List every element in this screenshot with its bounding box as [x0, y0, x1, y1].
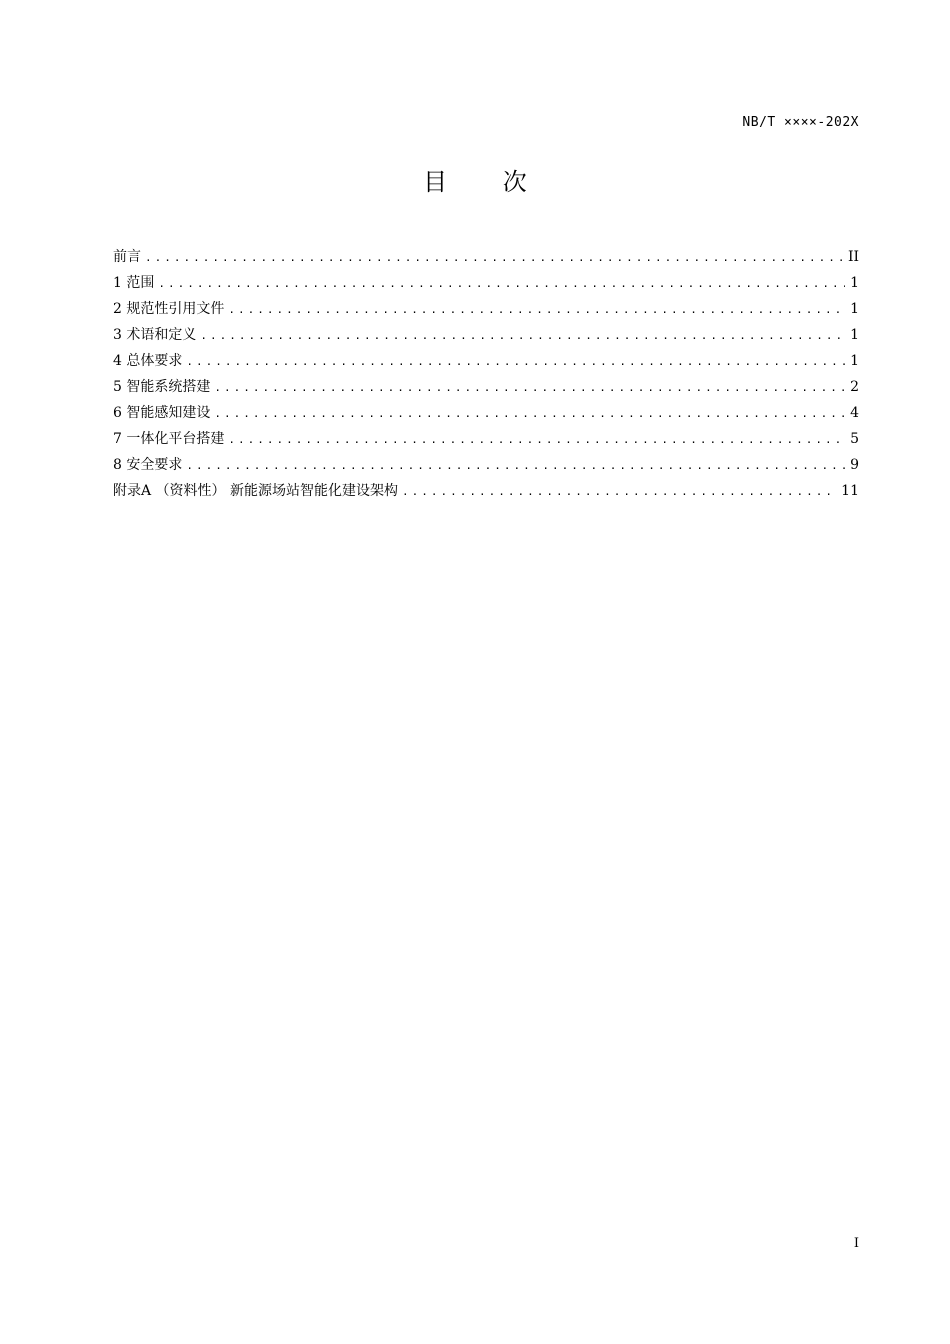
- page-number: I: [853, 1236, 859, 1251]
- dot-leader: [228, 427, 845, 453]
- toc-entry-scope[interactable]: [113, 270, 859, 296]
- toc-entry-page: 1: [850, 327, 859, 343]
- toc-entry-page: 1: [850, 301, 859, 317]
- toc-entry-security-requirements[interactable]: [113, 452, 859, 478]
- toc-entry-label: 1 范围: [113, 275, 155, 291]
- toc-entry-intelligent-system[interactable]: [113, 374, 859, 400]
- page-title: 目 次: [423, 168, 551, 196]
- dot-leader: [402, 479, 837, 505]
- toc-entry-page: 1: [850, 275, 859, 291]
- toc-entry-page: 11: [841, 483, 859, 499]
- toc-entry-label: 4 总体要求: [113, 353, 183, 369]
- toc-entry-label: 5 智能系统搭建: [113, 379, 211, 395]
- dot-leader: [186, 453, 845, 479]
- toc-entry-integrated-platform[interactable]: [113, 426, 859, 452]
- toc-entry-page: 9: [850, 457, 859, 473]
- dot-leader: [228, 297, 845, 323]
- toc-entry-normative-references[interactable]: [113, 296, 859, 322]
- table-of-contents: [113, 244, 859, 504]
- dot-leader: [186, 349, 845, 375]
- toc-entry-label: 6 智能感知建设: [113, 405, 211, 421]
- toc-entry-page: 1: [850, 353, 859, 369]
- toc-entry-label: 前言: [113, 249, 141, 265]
- dot-leader: [145, 245, 844, 271]
- toc-entry-page: 5: [850, 431, 859, 447]
- toc-entry-label: 附录A （资料性） 新能源场站智能化建设架构: [113, 483, 399, 499]
- toc-entry-terms-definitions[interactable]: [113, 322, 859, 348]
- toc-entry-label: 3 术语和定义: [113, 327, 197, 343]
- toc-entry-general-requirements[interactable]: [113, 348, 859, 374]
- toc-entry-page: II: [847, 249, 859, 265]
- dot-leader: [200, 323, 845, 349]
- dot-leader: [214, 375, 845, 401]
- toc-entry-page: 2: [850, 379, 859, 395]
- toc-entry-label: 8 安全要求: [113, 457, 183, 473]
- toc-entry-page: 4: [850, 405, 859, 421]
- standard-code: NB/T ××××-202X: [742, 115, 859, 130]
- toc-entry-label: 2 规范性引用文件: [113, 301, 225, 317]
- toc-entry-foreword[interactable]: [113, 244, 859, 270]
- toc-entry-appendix-a[interactable]: [113, 478, 859, 504]
- toc-entry-label: 7 一体化平台搭建: [113, 431, 225, 447]
- dot-leader: [158, 271, 845, 297]
- dot-leader: [214, 401, 845, 427]
- toc-entry-intelligent-sensing[interactable]: [113, 400, 859, 426]
